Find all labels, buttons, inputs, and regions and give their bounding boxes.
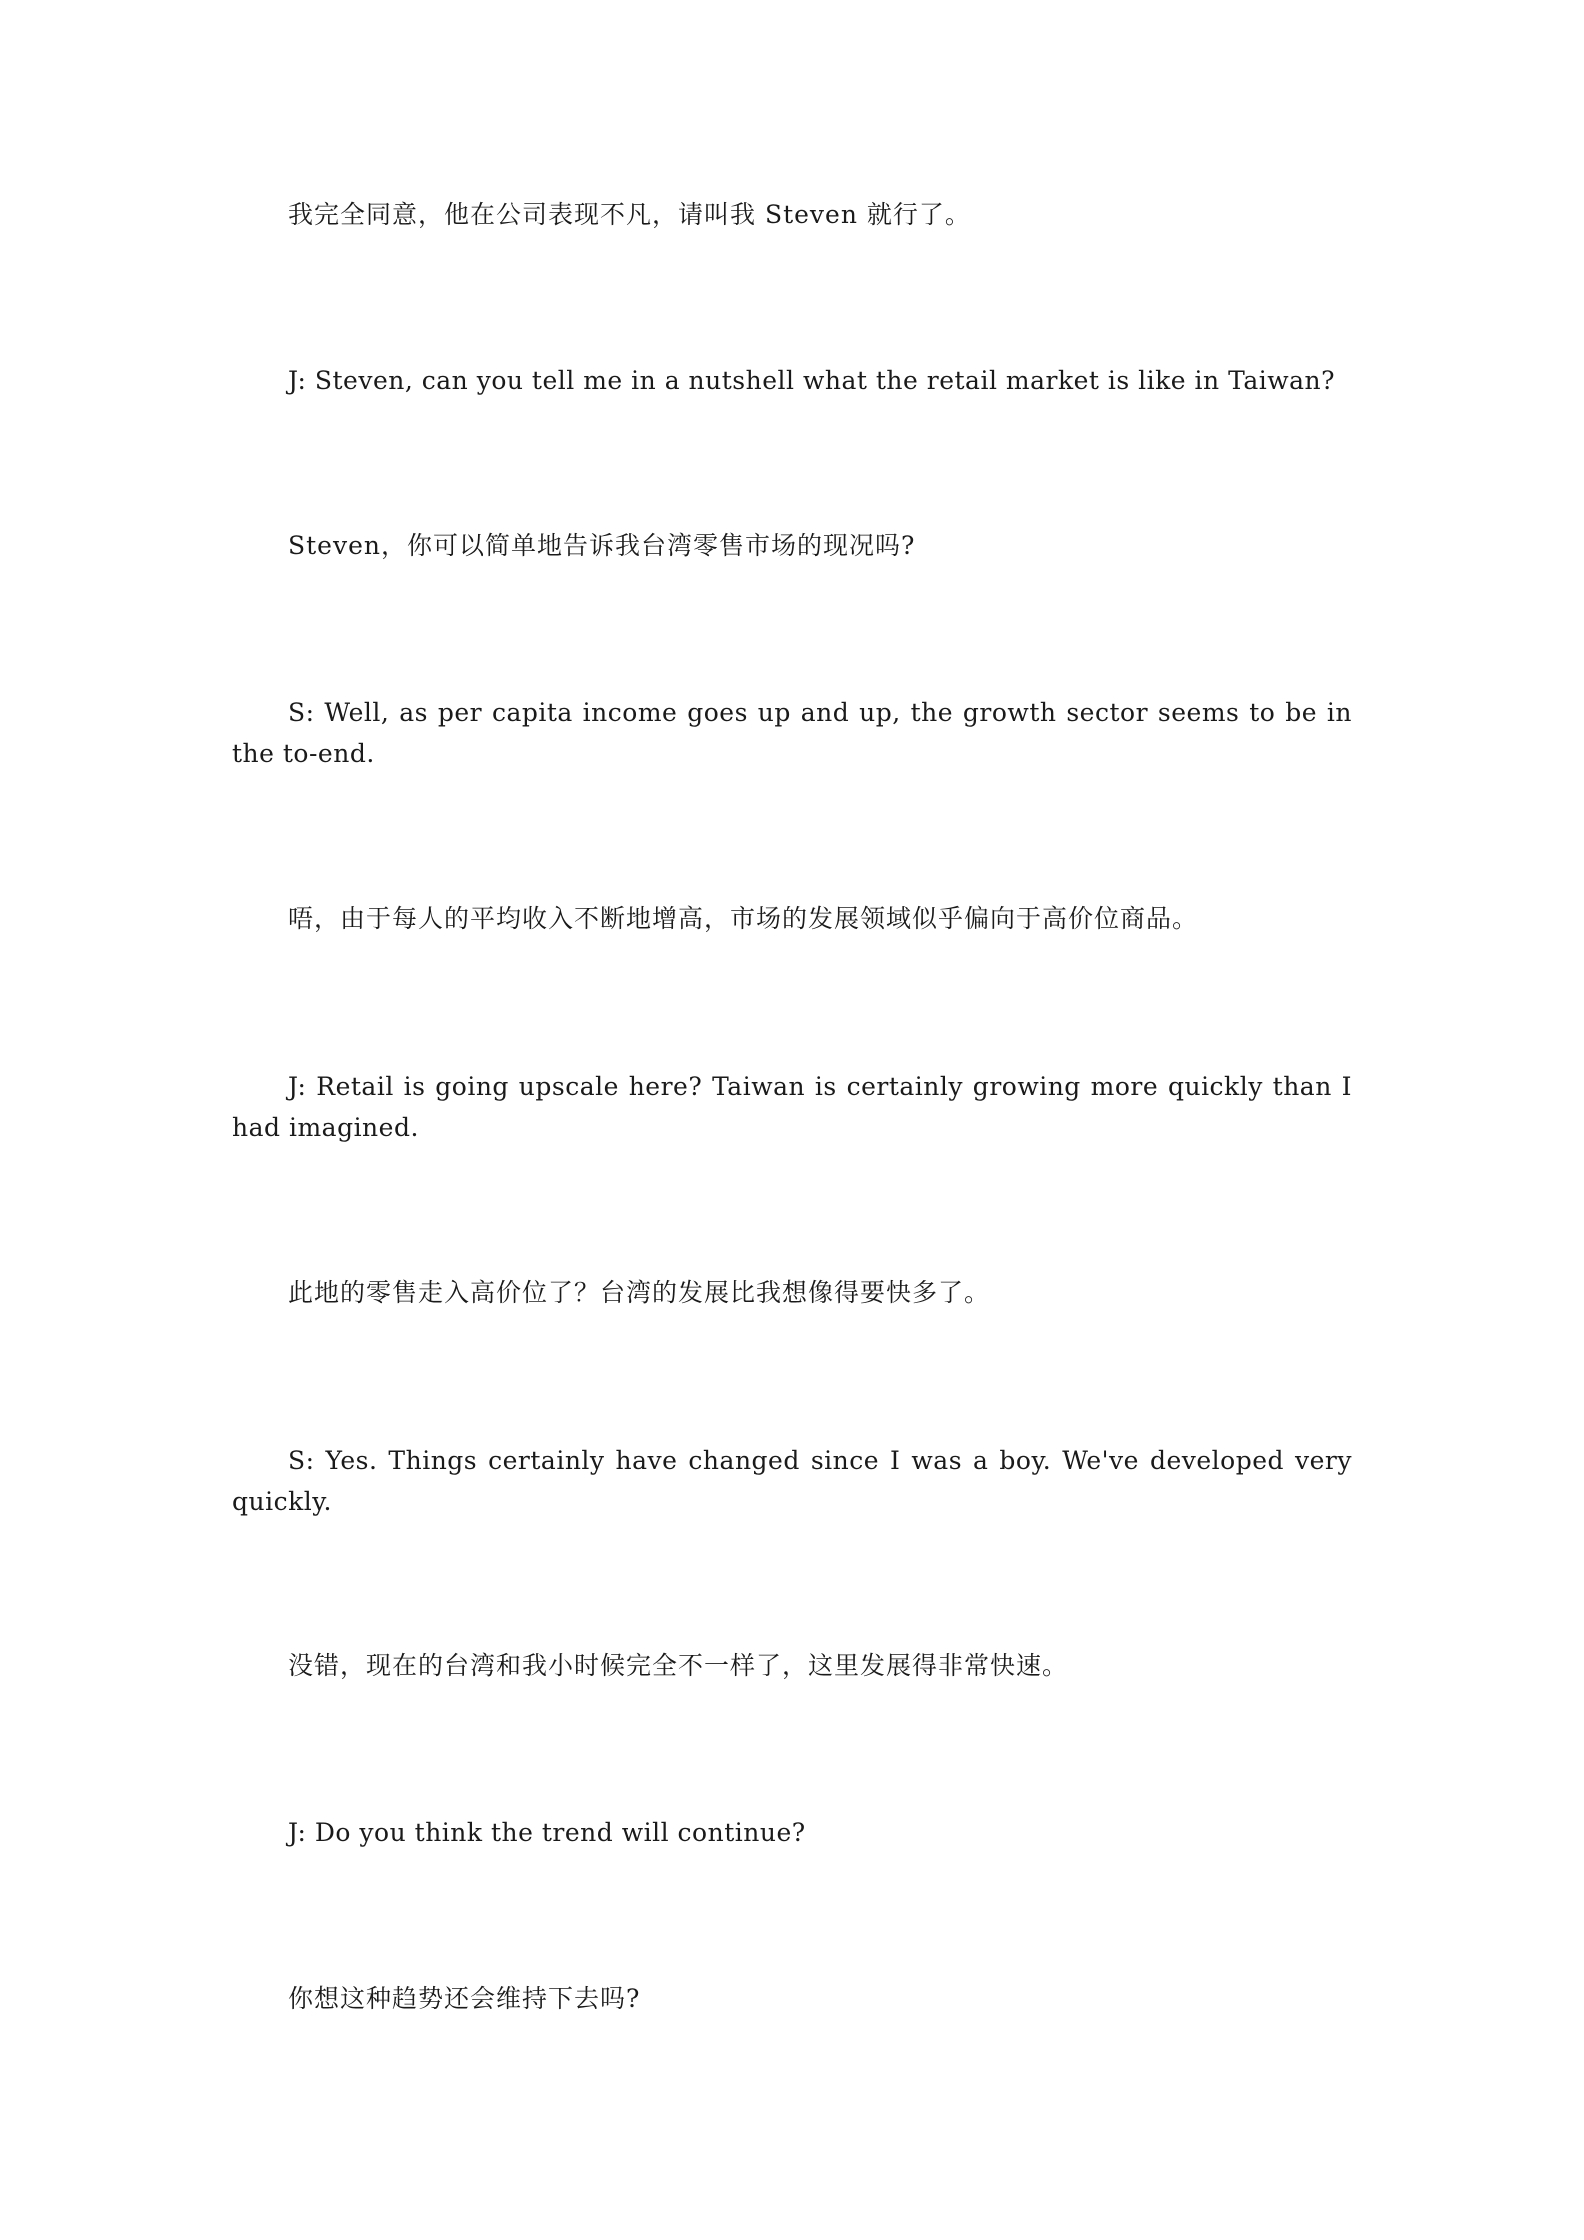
paragraph-3: Steven，你可以简单地告诉我台湾零售市场的现况吗? <box>288 531 916 560</box>
paragraph-8: S: Yes. Things certainly have changed since I was a boy. We've developed very quickly. <box>232 1446 1352 1516</box>
paragraph-6: J: Retail is going upscale here? Taiwan is certainly growing more quickly than I had imagined. <box>232 1072 1352 1142</box>
paragraph-4: S: Well, as per capita income goes up and up, the growth sector seems to be in the to-end. <box>232 698 1352 768</box>
paragraph-7: 此地的零售走入高价位了？台湾的发展比我想像得要快多了。 <box>288 1278 991 1307</box>
paragraph-10: J: Do you think the trend will continue? <box>288 1818 806 1847</box>
paragraph-11: 你想这种趋势还会维持下去吗? <box>288 1984 641 2013</box>
paragraph-1: 我完全同意，他在公司表现不凡，请叫我 Steven 就行了。 <box>288 200 971 229</box>
paragraph-9: 没错，现在的台湾和我小时候完全不一样了，这里发展得非常快速。 <box>288 1651 1069 1680</box>
paragraph-5: 唔，由于每人的平均收入不断地增高，市场的发展领域似乎偏向于高价位商品。 <box>288 904 1199 933</box>
paragraph-2: J: Steven, can you tell me in a nutshell what the retail market is like in Taiwan? <box>288 366 1336 395</box>
